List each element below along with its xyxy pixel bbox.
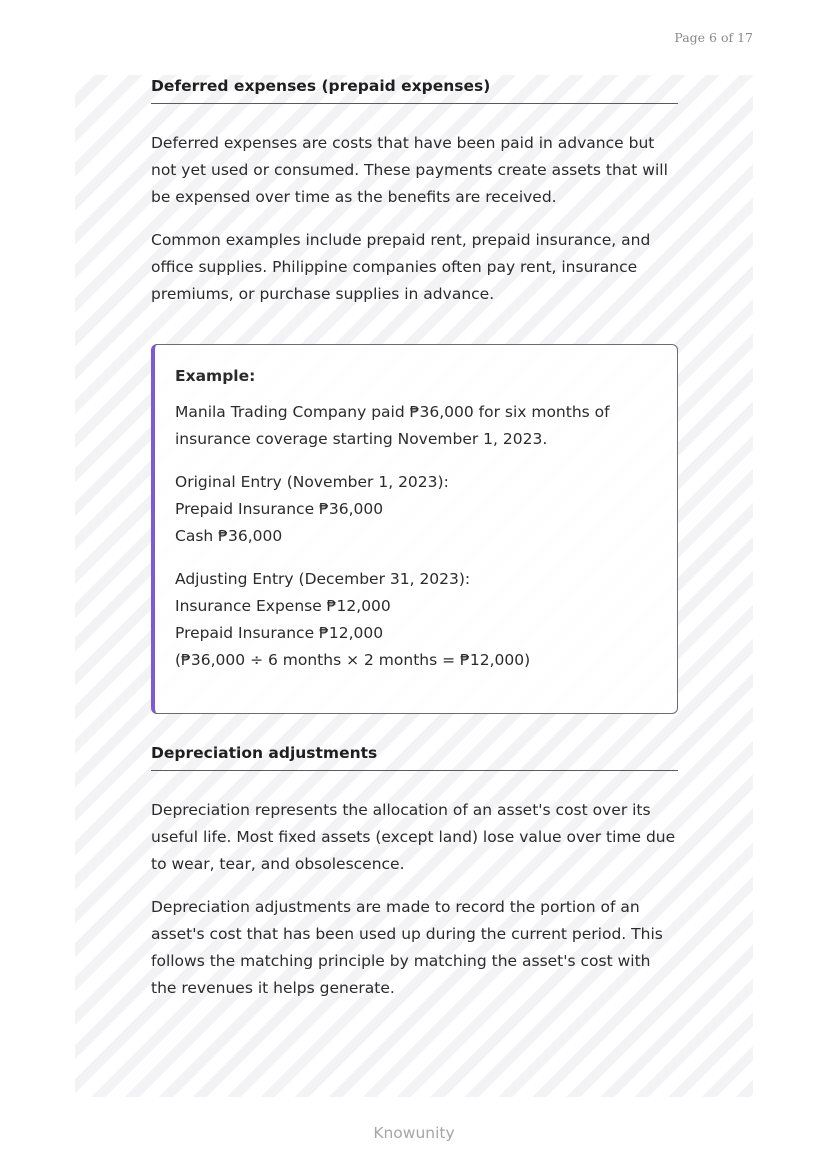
journal-line: Prepaid Insurance ₱12,000 xyxy=(175,624,384,642)
page-number: Page 6 of 17 xyxy=(674,30,753,45)
adjusting-entry-label: Adjusting Entry (December 31, 2023): xyxy=(175,570,471,588)
calculation-note: (₱36,000 ÷ 6 months × 2 months = ₱12,000) xyxy=(175,651,531,669)
example-box xyxy=(151,344,678,714)
section-heading-depreciation: Depreciation adjustments xyxy=(151,744,678,771)
example-title: Example: xyxy=(175,367,256,385)
footer-brand: Knowunity xyxy=(373,1124,455,1142)
example-intro: Manila Trading Company paid ₱36,000 for six months of insurance coverage starting November 1, 2023. xyxy=(175,403,610,448)
original-entry-label: Original Entry (November 1, 2023): xyxy=(175,473,449,491)
journal-line: Prepaid Insurance ₱36,000 xyxy=(175,500,384,518)
journal-line: Cash ₱36,000 xyxy=(175,527,283,545)
page-content xyxy=(151,77,678,1002)
paragraph: Depreciation adjustments are made to record the portion of an asset's cost that has been used up during the current period. This follows the matching principle by matching the asset's cost with the revenues it helps generate. xyxy=(151,898,663,997)
paragraph: Common examples include prepaid rent, prepaid insurance, and office supplies. Philippine companies often pay rent, insurance premiums, or purchase supplies in advance. xyxy=(151,231,651,303)
paragraph: Depreciation represents the allocation of an asset's cost over its useful life. Most fixed assets (except land) lose value over time due to wear, tear, and obsolescence. xyxy=(151,801,676,873)
paragraph: Deferred expenses are costs that have been paid in advance but not yet used or consumed. These payments create assets that will be expensed over time as the benefits are received. xyxy=(151,134,668,206)
section-heading-deferred-expenses: Deferred expenses (prepaid expenses) xyxy=(151,77,678,104)
journal-line: Insurance Expense ₱12,000 xyxy=(175,597,391,615)
